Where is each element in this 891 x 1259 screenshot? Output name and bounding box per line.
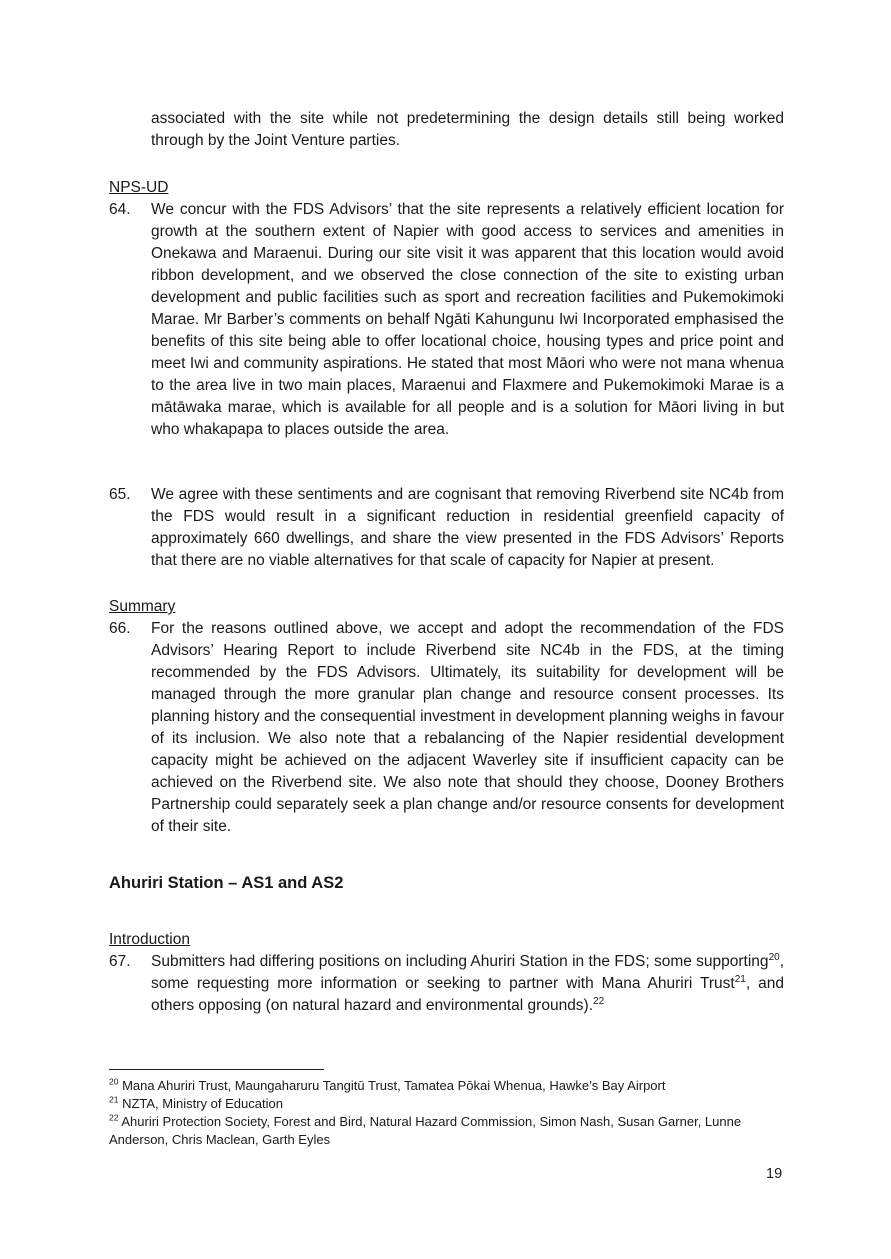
paragraph-64 — [109, 199, 784, 441]
paragraph-number: 66. — [109, 620, 131, 637]
footnote-22 — [109, 1113, 784, 1149]
summary-heading: Summary — [109, 598, 176, 615]
paragraph-text: For the reasons outlined above, we accept and adopt the recommendation of the FDS Advisors’ Hearing Report to include Riverbend site NC4b in the FDS, at the timing recommended by the FDS Advisors. Ultimately, its suitability for development will be managed through the more granular plan change and resource consent processes. Its planning history and the consequential investment in development planning weighs in favour of its inclusion. We also note that a rebalancing of the Napier residential development capacity might be achieved on the adjacent Waverley site if insufficient capacity can be achieved on the Riverbend site. We also note that should they choose, Dooney Brothers Partnership could separately seek a plan change and/or resource consents for development of their site. — [151, 620, 784, 835]
text-run: Submitters had differing positions on including Ahuriri Station in the FDS; some supporting — [151, 953, 769, 970]
continued-paragraph: associated with the site while not predetermining the design details still being worked through by the Joint Venture parties. — [151, 110, 784, 149]
footnote-21 — [109, 1095, 784, 1113]
text-run: , and others opposing (on natural hazard and environmental grounds). — [151, 975, 784, 1014]
paragraph-number: 67. — [109, 953, 131, 970]
paragraph-67 — [109, 951, 784, 1017]
section-title: Ahuriri Station – AS1 and AS2 — [109, 874, 344, 892]
paragraph-66 — [109, 618, 784, 838]
paragraph-65 — [109, 484, 784, 572]
introduction-heading: Introduction — [109, 931, 190, 948]
footnote-text: NZTA, Ministry of Education — [118, 1096, 283, 1111]
nps-ud-heading: NPS-UD — [109, 179, 169, 196]
paragraph-text — [151, 951, 784, 1017]
footnote-mark: 20 — [109, 1076, 119, 1087]
footnote-mark: 21 — [109, 1094, 119, 1105]
paragraph-number: 64. — [109, 201, 131, 218]
footnote-20 — [109, 1077, 784, 1095]
page-number: 19 — [766, 1166, 783, 1182]
footnote-text: Mana Ahuriri Trust, Maungaharuru Tangitū Trust, Tamatea Pōkai Whenua, Hawke’s Bay Airport — [118, 1078, 666, 1093]
footnote-divider — [109, 1069, 324, 1070]
footnote-text: Ahuriri Protection Society, Forest and Bird, Natural Hazard Commission, Simon Nash, Susan Garner, Lunne Anderson, Chris Maclean, Garth Eyles — [109, 1114, 742, 1147]
footnote-ref-22[interactable]: 22 — [593, 995, 605, 1007]
footnote-mark: 22 — [109, 1112, 119, 1123]
paragraph-text: We agree with these sentiments and are cognisant that removing Riverbend site NC4b from the FDS would result in a significant reduction in residential greenfield capacity of approximately 660 dwellings, and share the view presented in the FDS Advisors’ Reports that there are no viable alternatives for that scale of capacity for Napier at present. — [151, 486, 784, 569]
footnotes — [109, 1077, 784, 1149]
text-run: , some requesting more information or seeking to partner with Mana Ahuriri Trust — [151, 953, 784, 992]
paragraph-text: We concur with the FDS Advisors’ that the site represents a relatively efficient location for growth at the southern extent of Napier with good access to services and amenities in Onekawa and Maraenui. During our site visit it was apparent that this location would avoid ribbon development, and we observed the close connection of the site to existing urban development and public facilities such as sport and recreation facilities and Pukemokimoki Marae. Mr Barber’s comments on behalf Ngāti Kahungunu Iwi Incorporated emphasised the benefits of this site being able to offer locational choice, housing types and price point and meet Iwi and community aspirations. He stated that most Māori who were not mana whenua to the area live in two main places, Maraenui and Flaxmere and Pukemokimoki Marae is a mātāwaka marae, which is available for all people and is a solution for Māori living in but who whakapapa to places outside the area. — [151, 201, 784, 438]
paragraph-number: 65. — [109, 486, 131, 503]
footnote-ref-21[interactable]: 21 — [734, 973, 746, 985]
footnote-ref-20[interactable]: 20 — [768, 951, 780, 963]
